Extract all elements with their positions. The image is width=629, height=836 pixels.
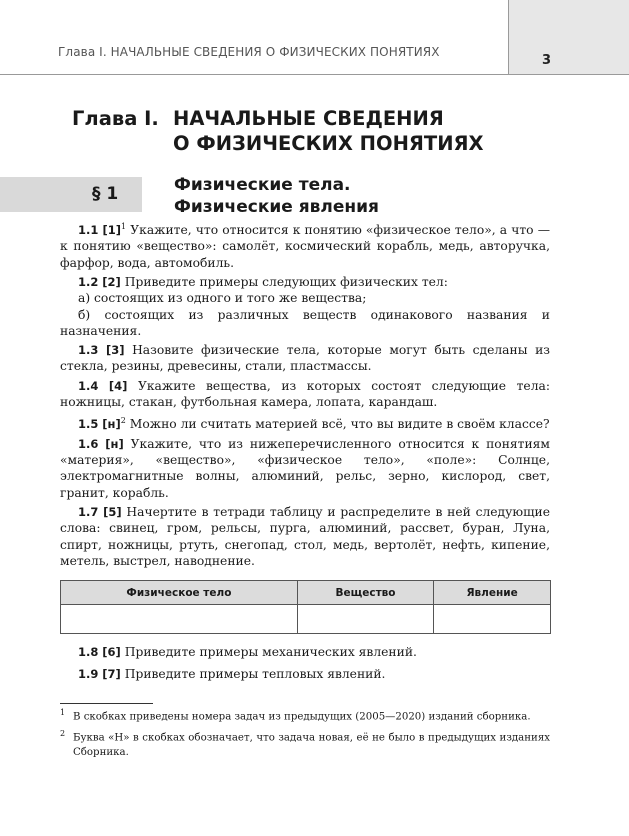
footnote-2: $^2$ Буква «Н» в скобках обозначает, что задача новая, её не было в предыдущих изданиях Сборника. [60,728,550,758]
table-header-row [61,581,551,605]
task-1-2-item-a: а) состоящих из одного и того же вещества; [78,291,367,306]
task-1-2: 1.2 [2] Приведите примеры следующих физических тел: [78,274,448,289]
task-list [60,219,550,572]
task-1-7: 1.7 [5] Начертите в тетради таблицу и распределите в ней следующие слова: свинец, гром, рельсы, пурга, алюминий, рассвет, буран, Луна, спирт, ножницы, ртуть, снегопад, стол, медь, вертолёт, нефть, кипение, метель, выстрел, наводнение. [60,504,550,568]
table-row [61,605,551,634]
table-cell [434,605,551,634]
section-title-line1: Физические тела. [174,175,351,195]
task-1-1: 1.1 $[1]^1$ Укажите, что относится к понятию «физическое тело», а что — к понятию «вещество»: самолёт, космический корабль, медь, авторучка, фарфор, вода, автомобиль. [60,222,551,270]
page-number-box [508,0,629,75]
table-header-cell: Явление [434,581,551,605]
footnote-separator [60,703,153,704]
section-label: § 1 [92,184,119,204]
table-header-cell: Физическое тело [61,581,298,605]
task-1-8: 1.8 [6] Приведите примеры механических явлений. [78,645,417,659]
task-1-5: 1.5 $[н]^2$ Можно ли считать материей всё, что вы видите в своём классе? [78,416,550,432]
task-1-6: 1.6 [н] Укажите, что из нижеперечисленного относится к понятиям «материя», «вещество», «физическое тело», «поле»: Солнце, электромагнитные волны, алюминий, рельс, зерно, кислород, свет, гранит, корабль. [60,436,550,500]
table-cell [61,605,298,634]
task-1-9: 1.9 [7] Приведите примеры тепловых явлений. [78,667,386,681]
section-title [174,174,379,218]
footnote-1: $^1$ В скобках приведены номера задач из предыдущих (2005—2020) изданий сборника. [60,708,531,723]
header-rule [0,74,508,75]
section-label-box [0,177,142,212]
page-header [0,0,629,75]
running-title: Глава I. НАЧАЛЬНЫЕ СВЕДЕНИЯ О ФИЗИЧЕСКИХ ПОНЯТИЯХ [58,45,440,59]
footnotes [60,706,550,762]
page-number: 3 [541,53,551,68]
task-1-2-item-b: б) состоящих из различных веществ одинакового названия и назначения. [60,307,550,338]
chapter-title-line2: О ФИЗИЧЕСКИХ ПОНЯТИЯХ [173,132,484,155]
table-cell [297,605,433,634]
table-header-cell: Вещество [297,581,433,605]
chapter-title-line1: НАЧАЛЬНЫЕ СВЕДЕНИЯ [173,107,444,130]
task-1-3: 1.3 [3] Назовите физические тела, которые могут быть сделаны из стекла, резины, древесины, стали, пластмассы. [60,343,550,374]
classification-table [60,580,551,634]
chapter-label: Глава I. [72,107,159,130]
task-1-4: 1.4 [4] Укажите вещества, из которых состоят следующие тела: ножницы, стакан, футбольная камера, лопата, карандаш. [60,378,550,410]
task-list-continued [60,641,550,685]
section-title-line2: Физические явления [174,197,379,217]
